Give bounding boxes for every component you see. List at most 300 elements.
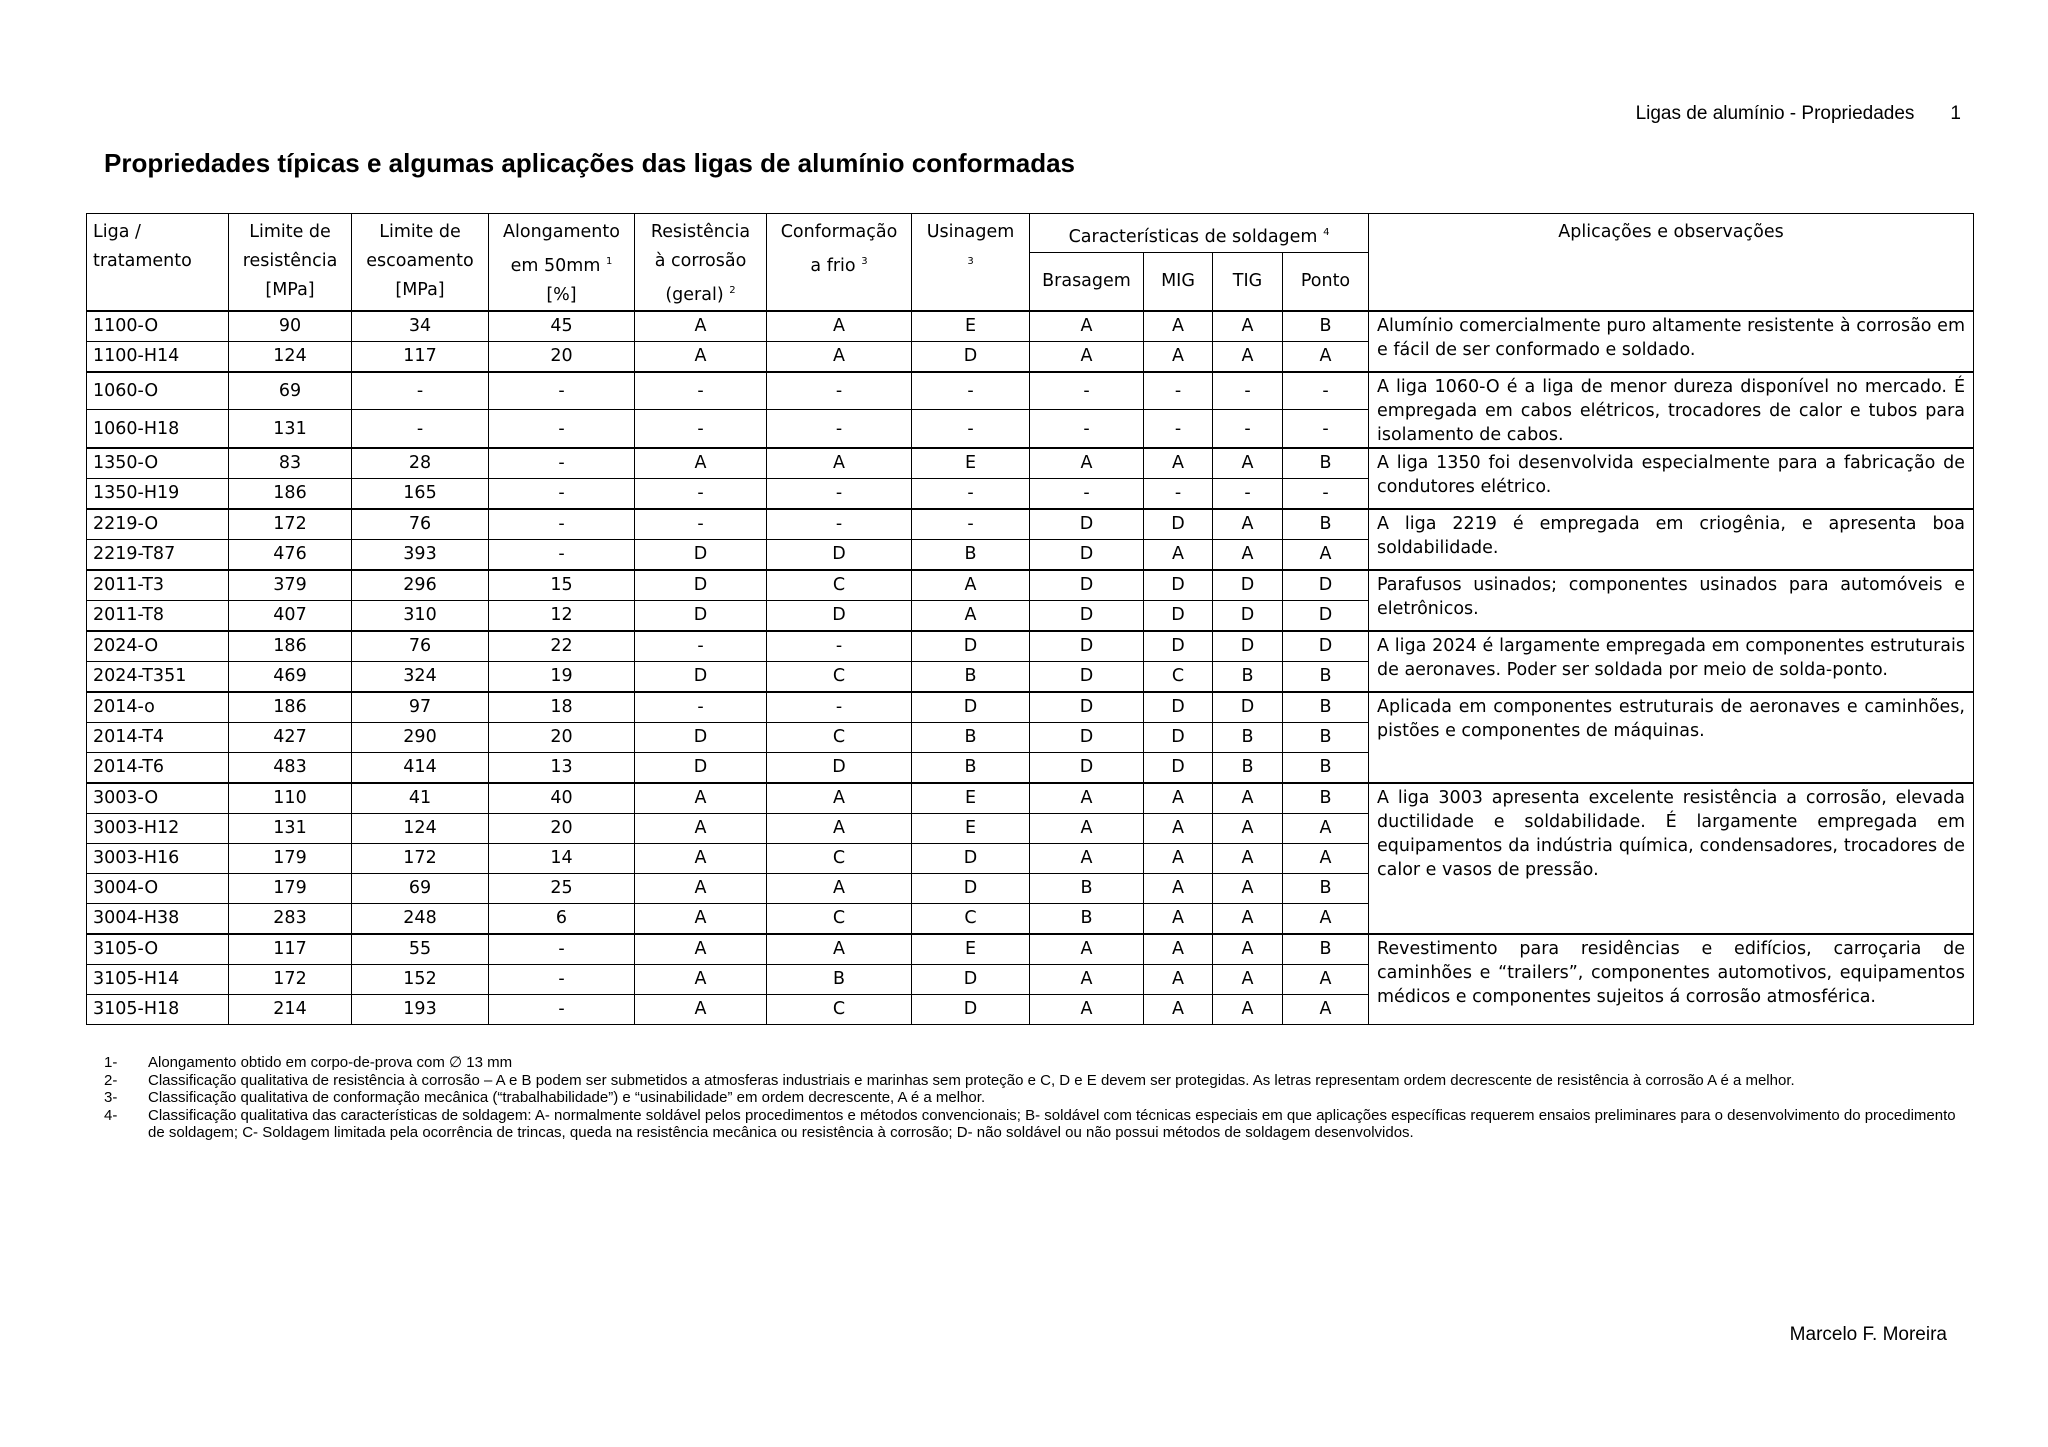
- cell-tig: A: [1213, 994, 1283, 1024]
- cell-liga: 3003-H16: [87, 843, 229, 873]
- cell-mig: A: [1144, 903, 1213, 934]
- cell-brasagem: A: [1030, 843, 1144, 873]
- cell-ponto: D: [1283, 600, 1369, 631]
- cell-limite-resistencia: 179: [229, 873, 352, 903]
- cell-conformacao: A: [767, 448, 912, 479]
- table-body: [87, 311, 1974, 1025]
- cell-alongamento: -: [489, 410, 635, 448]
- cell-resistencia: D: [635, 600, 767, 631]
- table-row: [87, 631, 1974, 662]
- cell-tig: -: [1213, 410, 1283, 448]
- cell-limite-resistencia: 69: [229, 372, 352, 410]
- cell-ponto: A: [1283, 539, 1369, 570]
- cell-alongamento: 40: [489, 783, 635, 814]
- cell-conformacao: A: [767, 783, 912, 814]
- cell-limite-resistencia: 476: [229, 539, 352, 570]
- cell-limite-resistencia: 179: [229, 843, 352, 873]
- cell-conformacao: C: [767, 722, 912, 752]
- cell-tig: A: [1213, 448, 1283, 479]
- cell-alongamento: -: [489, 448, 635, 479]
- cell-usinagem: B: [912, 539, 1030, 570]
- cell-tig: A: [1213, 813, 1283, 843]
- cell-resistencia: A: [635, 843, 767, 873]
- cell-brasagem: A: [1030, 311, 1144, 342]
- cell-limite-escoamento: 55: [352, 934, 489, 965]
- cell-conformacao: -: [767, 478, 912, 509]
- cell-limite-resistencia: 186: [229, 478, 352, 509]
- cell-brasagem: B: [1030, 873, 1144, 903]
- cell-brasagem: A: [1030, 964, 1144, 994]
- cell-resistencia: A: [635, 903, 767, 934]
- cell-alongamento: 6: [489, 903, 635, 934]
- cell-mig: A: [1144, 311, 1213, 342]
- cell-ponto: B: [1283, 934, 1369, 965]
- cell-alongamento: 22: [489, 631, 635, 662]
- table-row: [87, 311, 1974, 342]
- cell-conformacao: D: [767, 752, 912, 783]
- footnote: [104, 1107, 1964, 1142]
- cell-liga: 2014-o: [87, 692, 229, 723]
- cell-usinagem: D: [912, 631, 1030, 662]
- header-limite-escoamento: Limite de escoamento [MPa]: [352, 214, 489, 311]
- cell-conformacao: -: [767, 509, 912, 540]
- cell-ponto: B: [1283, 448, 1369, 479]
- cell-tig: A: [1213, 903, 1283, 934]
- cell-alongamento: 14: [489, 843, 635, 873]
- cell-limite-escoamento: 296: [352, 570, 489, 601]
- cell-conformacao: B: [767, 964, 912, 994]
- cell-aplicacoes: A liga 3003 apresenta excelente resistência a corrosão, elevada ductilidade e soldabilidade. É largamente empregada em equipamentos da indústria química, condensadores, trocadores de calor e vasos de pressão.: [1369, 783, 1974, 934]
- cell-limite-resistencia: 131: [229, 410, 352, 448]
- cell-limite-escoamento: 310: [352, 600, 489, 631]
- cell-resistencia: D: [635, 539, 767, 570]
- cell-ponto: B: [1283, 752, 1369, 783]
- cell-liga: 3003-O: [87, 783, 229, 814]
- cell-tig: B: [1213, 661, 1283, 692]
- cell-limite-escoamento: -: [352, 410, 489, 448]
- cell-usinagem: D: [912, 843, 1030, 873]
- cell-brasagem: -: [1030, 410, 1144, 448]
- cell-limite-escoamento: 165: [352, 478, 489, 509]
- cell-mig: D: [1144, 600, 1213, 631]
- cell-liga: 3105-O: [87, 934, 229, 965]
- cell-limite-resistencia: 172: [229, 964, 352, 994]
- cell-aplicacoes: A liga 1350 foi desenvolvida especialmente para a fabricação de condutores elétrico.: [1369, 448, 1974, 509]
- cell-tig: A: [1213, 509, 1283, 540]
- cell-limite-escoamento: -: [352, 372, 489, 410]
- cell-limite-resistencia: 124: [229, 341, 352, 372]
- cell-usinagem: E: [912, 813, 1030, 843]
- table-row: [87, 570, 1974, 601]
- cell-brasagem: A: [1030, 994, 1144, 1024]
- cell-liga: 1350-O: [87, 448, 229, 479]
- cell-liga: 3003-H12: [87, 813, 229, 843]
- cell-mig: D: [1144, 692, 1213, 723]
- cell-liga: 3004-O: [87, 873, 229, 903]
- cell-alongamento: -: [489, 964, 635, 994]
- cell-conformacao: A: [767, 341, 912, 372]
- cell-conformacao: C: [767, 661, 912, 692]
- cell-brasagem: D: [1030, 692, 1144, 723]
- footnote: [104, 1054, 1964, 1072]
- footnote-number: 1-: [104, 1054, 118, 1071]
- cell-conformacao: C: [767, 994, 912, 1024]
- cell-resistencia: A: [635, 341, 767, 372]
- cell-mig: -: [1144, 478, 1213, 509]
- cell-ponto: A: [1283, 813, 1369, 843]
- cell-limite-escoamento: 124: [352, 813, 489, 843]
- cell-resistencia: D: [635, 752, 767, 783]
- cell-mig: A: [1144, 448, 1213, 479]
- cell-ponto: B: [1283, 661, 1369, 692]
- cell-usinagem: -: [912, 410, 1030, 448]
- cell-mig: D: [1144, 631, 1213, 662]
- header-conformacao: Conformação a frio $^3$: [767, 214, 912, 311]
- cell-ponto: -: [1283, 410, 1369, 448]
- table-row: [87, 372, 1974, 410]
- cell-limite-resistencia: 214: [229, 994, 352, 1024]
- cell-resistencia: A: [635, 448, 767, 479]
- alloy-properties-table: [86, 213, 1974, 1025]
- cell-brasagem: -: [1030, 478, 1144, 509]
- cell-liga: 2219-T87: [87, 539, 229, 570]
- cell-brasagem: D: [1030, 539, 1144, 570]
- header-mig: MIG: [1144, 253, 1213, 311]
- cell-liga: 1100-H14: [87, 341, 229, 372]
- cell-resistencia: -: [635, 372, 767, 410]
- cell-liga: 2014-T4: [87, 722, 229, 752]
- cell-brasagem: A: [1030, 813, 1144, 843]
- cell-brasagem: B: [1030, 903, 1144, 934]
- cell-resistencia: D: [635, 570, 767, 601]
- cell-usinagem: B: [912, 752, 1030, 783]
- footnote-number: 4-: [104, 1106, 118, 1124]
- cell-resistencia: -: [635, 478, 767, 509]
- cell-tig: B: [1213, 752, 1283, 783]
- cell-resistencia: D: [635, 722, 767, 752]
- cell-tig: A: [1213, 783, 1283, 814]
- cell-conformacao: C: [767, 843, 912, 873]
- cell-alongamento: -: [489, 934, 635, 965]
- cell-ponto: A: [1283, 341, 1369, 372]
- cell-tig: D: [1213, 570, 1283, 601]
- cell-ponto: B: [1283, 783, 1369, 814]
- cell-alongamento: 45: [489, 311, 635, 342]
- cell-tig: A: [1213, 539, 1283, 570]
- cell-tig: A: [1213, 311, 1283, 342]
- cell-conformacao: -: [767, 692, 912, 723]
- cell-limite-escoamento: 97: [352, 692, 489, 723]
- cell-liga: 1350-H19: [87, 478, 229, 509]
- cell-mig: A: [1144, 341, 1213, 372]
- cell-conformacao: D: [767, 539, 912, 570]
- cell-limite-resistencia: 172: [229, 509, 352, 540]
- cell-usinagem: D: [912, 994, 1030, 1024]
- cell-conformacao: C: [767, 903, 912, 934]
- cell-aplicacoes: A liga 1060-O é a liga de menor dureza disponível no mercado. É empregada em cabos elétricos, trocadores de calor e tubos para isolamento de cabos.: [1369, 372, 1974, 448]
- cell-brasagem: D: [1030, 570, 1144, 601]
- cell-mig: A: [1144, 539, 1213, 570]
- table-row: [87, 934, 1974, 965]
- cell-conformacao: A: [767, 813, 912, 843]
- footnote: [104, 1089, 1964, 1107]
- cell-limite-resistencia: 283: [229, 903, 352, 934]
- running-header-title: Ligas de alumínio - Propriedades: [1635, 103, 1915, 124]
- cell-liga: 2011-T3: [87, 570, 229, 601]
- cell-brasagem: A: [1030, 934, 1144, 965]
- cell-ponto: A: [1283, 994, 1369, 1024]
- cell-liga: 2219-O: [87, 509, 229, 540]
- cell-resistencia: -: [635, 509, 767, 540]
- footnote-text: Classificação qualitativa de conformação mecânica (“trabalhabilidade”) e “usinabilidade” em ordem decrescente, A é a melhor.: [148, 1089, 986, 1106]
- cell-limite-resistencia: 131: [229, 813, 352, 843]
- cell-usinagem: A: [912, 600, 1030, 631]
- cell-alongamento: 20: [489, 341, 635, 372]
- cell-usinagem: E: [912, 934, 1030, 965]
- cell-limite-resistencia: 483: [229, 752, 352, 783]
- table-row: [87, 692, 1974, 723]
- cell-brasagem: D: [1030, 600, 1144, 631]
- cell-alongamento: 18: [489, 692, 635, 723]
- cell-usinagem: E: [912, 783, 1030, 814]
- cell-mig: C: [1144, 661, 1213, 692]
- cell-limite-escoamento: 324: [352, 661, 489, 692]
- cell-usinagem: D: [912, 873, 1030, 903]
- cell-brasagem: D: [1030, 752, 1144, 783]
- table-row: [87, 783, 1974, 814]
- cell-resistencia: A: [635, 994, 767, 1024]
- cell-mig: D: [1144, 752, 1213, 783]
- cell-limite-resistencia: 110: [229, 783, 352, 814]
- cell-resistencia: A: [635, 813, 767, 843]
- page-number: 1: [1950, 103, 1961, 124]
- cell-limite-resistencia: 427: [229, 722, 352, 752]
- cell-usinagem: E: [912, 311, 1030, 342]
- cell-alongamento: -: [489, 372, 635, 410]
- running-header: [1636, 103, 1961, 125]
- cell-usinagem: -: [912, 509, 1030, 540]
- cell-conformacao: A: [767, 934, 912, 965]
- cell-mig: A: [1144, 994, 1213, 1024]
- header-resistencia-corrosao: Resistência à corrosão (geral) $^2$: [635, 214, 767, 311]
- cell-resistencia: A: [635, 964, 767, 994]
- cell-mig: A: [1144, 843, 1213, 873]
- cell-ponto: A: [1283, 903, 1369, 934]
- cell-resistencia: -: [635, 692, 767, 723]
- cell-alongamento: -: [489, 994, 635, 1024]
- cell-brasagem: D: [1030, 631, 1144, 662]
- author-footer: Marcelo F. Moreira: [1789, 1324, 1947, 1345]
- cell-mig: A: [1144, 964, 1213, 994]
- cell-mig: D: [1144, 722, 1213, 752]
- cell-resistencia: A: [635, 783, 767, 814]
- cell-conformacao: -: [767, 372, 912, 410]
- cell-mig: D: [1144, 570, 1213, 601]
- cell-liga: 1100-O: [87, 311, 229, 342]
- page-title: Propriedades típicas e algumas aplicações das ligas de alumínio conformadas: [104, 148, 1076, 178]
- cell-tig: -: [1213, 478, 1283, 509]
- header-alongamento: Alongamento em 50mm $^1$ [%]: [489, 214, 635, 311]
- header-aplicacoes: Aplicações e observações: [1369, 214, 1974, 311]
- cell-usinagem: D: [912, 964, 1030, 994]
- cell-liga: 2011-T8: [87, 600, 229, 631]
- cell-alongamento: 20: [489, 722, 635, 752]
- header-usinagem: Usinagem $^3$: [912, 214, 1030, 311]
- cell-mig: A: [1144, 813, 1213, 843]
- cell-usinagem: D: [912, 692, 1030, 723]
- cell-usinagem: C: [912, 903, 1030, 934]
- header-brasagem: Brasagem: [1030, 253, 1144, 311]
- cell-usinagem: -: [912, 372, 1030, 410]
- cell-limite-escoamento: 152: [352, 964, 489, 994]
- cell-alongamento: 19: [489, 661, 635, 692]
- cell-limite-escoamento: 193: [352, 994, 489, 1024]
- cell-tig: A: [1213, 341, 1283, 372]
- cell-aplicacoes: A liga 2024 é largamente empregada em componentes estruturais de aeronaves. Poder ser soldada por meio de solda-ponto.: [1369, 631, 1974, 692]
- cell-usinagem: D: [912, 341, 1030, 372]
- cell-liga: 1060-H18: [87, 410, 229, 448]
- cell-brasagem: D: [1030, 661, 1144, 692]
- cell-liga: 2024-O: [87, 631, 229, 662]
- cell-brasagem: D: [1030, 509, 1144, 540]
- cell-resistencia: A: [635, 311, 767, 342]
- cell-ponto: A: [1283, 843, 1369, 873]
- cell-brasagem: A: [1030, 783, 1144, 814]
- cell-mig: A: [1144, 783, 1213, 814]
- cell-liga: 3105-H18: [87, 994, 229, 1024]
- cell-tig: A: [1213, 873, 1283, 903]
- cell-brasagem: -: [1030, 372, 1144, 410]
- cell-tig: B: [1213, 722, 1283, 752]
- cell-conformacao: D: [767, 600, 912, 631]
- cell-limite-escoamento: 393: [352, 539, 489, 570]
- cell-conformacao: A: [767, 311, 912, 342]
- cell-conformacao: C: [767, 570, 912, 601]
- cell-ponto: -: [1283, 478, 1369, 509]
- cell-limite-escoamento: 414: [352, 752, 489, 783]
- cell-mig: -: [1144, 410, 1213, 448]
- cell-usinagem: B: [912, 722, 1030, 752]
- cell-ponto: D: [1283, 631, 1369, 662]
- cell-usinagem: A: [912, 570, 1030, 601]
- cell-conformacao: A: [767, 873, 912, 903]
- cell-resistencia: D: [635, 661, 767, 692]
- cell-limite-resistencia: 90: [229, 311, 352, 342]
- cell-tig: D: [1213, 600, 1283, 631]
- cell-brasagem: A: [1030, 448, 1144, 479]
- cell-resistencia: A: [635, 873, 767, 903]
- cell-liga: 3004-H38: [87, 903, 229, 934]
- cell-limite-escoamento: 69: [352, 873, 489, 903]
- table-row: [87, 509, 1974, 540]
- footnote-text: Classificação qualitativa de resistência à corrosão – A e B podem ser submetidos a atmosferas industriais e marinhas sem proteção e C, D e E devem ser protegidas. As letras representam ordem decrescente de resistência à corrosão A é a melhor.: [148, 1071, 1795, 1089]
- cell-liga: 2014-T6: [87, 752, 229, 783]
- footnote-text: Classificação qualitativa das características de soldagem: A- normalmente soldável pelos procedimentos e métodos convencionais; B- soldável com técnicas especiais em que aplicações específicas requerem ensaios preliminares para o desenvolvimento do procedimento de soldagem; C- Soldagem limitada pela ocorrência de trincas, queda na resistência mecânica ou resistência à corrosão; D- não soldável ou não possui métodos de soldagem desenvolvidos.: [148, 1106, 1956, 1141]
- cell-alongamento: 13: [489, 752, 635, 783]
- cell-limite-escoamento: 76: [352, 509, 489, 540]
- cell-mig: D: [1144, 509, 1213, 540]
- cell-limite-escoamento: 34: [352, 311, 489, 342]
- cell-alongamento: -: [489, 478, 635, 509]
- cell-limite-escoamento: 41: [352, 783, 489, 814]
- cell-limite-resistencia: 379: [229, 570, 352, 601]
- cell-alongamento: 20: [489, 813, 635, 843]
- cell-conformacao: -: [767, 631, 912, 662]
- footnotes: [104, 1054, 1964, 1142]
- cell-resistencia: A: [635, 934, 767, 965]
- cell-alongamento: 12: [489, 600, 635, 631]
- cell-tig: A: [1213, 964, 1283, 994]
- cell-ponto: B: [1283, 722, 1369, 752]
- cell-limite-resistencia: 469: [229, 661, 352, 692]
- cell-aplicacoes: Revestimento para residências e edifícios, carroçaria de caminhões e “trailers”, componentes automotivos, equipamentos médicos e componentes sujeitos á corrosão atmosférica.: [1369, 934, 1974, 1025]
- cell-ponto: D: [1283, 570, 1369, 601]
- cell-aplicacoes: Parafusos usinados; componentes usinados para automóveis e eletrônicos.: [1369, 570, 1974, 631]
- cell-alongamento: 15: [489, 570, 635, 601]
- cell-resistencia: -: [635, 410, 767, 448]
- cell-tig: D: [1213, 692, 1283, 723]
- footnote-text: Alongamento obtido em corpo-de-prova com ∅ 13 mm: [148, 1054, 513, 1071]
- cell-tig: D: [1213, 631, 1283, 662]
- cell-usinagem: B: [912, 661, 1030, 692]
- cell-ponto: B: [1283, 509, 1369, 540]
- cell-limite-escoamento: 28: [352, 448, 489, 479]
- cell-mig: -: [1144, 372, 1213, 410]
- footnote: [104, 1072, 1964, 1090]
- cell-alongamento: -: [489, 539, 635, 570]
- cell-limite-escoamento: 172: [352, 843, 489, 873]
- footnote-number: 2-: [104, 1071, 118, 1089]
- header-tig: TIG: [1213, 253, 1283, 311]
- cell-usinagem: E: [912, 448, 1030, 479]
- cell-ponto: B: [1283, 311, 1369, 342]
- header-ponto: Ponto: [1283, 253, 1369, 311]
- cell-liga: 1060-O: [87, 372, 229, 410]
- cell-limite-resistencia: 407: [229, 600, 352, 631]
- cell-mig: A: [1144, 873, 1213, 903]
- cell-ponto: B: [1283, 873, 1369, 903]
- cell-limite-escoamento: 290: [352, 722, 489, 752]
- cell-limite-escoamento: 248: [352, 903, 489, 934]
- cell-mig: A: [1144, 934, 1213, 965]
- cell-limite-resistencia: 117: [229, 934, 352, 965]
- cell-limite-resistencia: 186: [229, 692, 352, 723]
- cell-limite-escoamento: 117: [352, 341, 489, 372]
- cell-alongamento: -: [489, 509, 635, 540]
- cell-limite-resistencia: 83: [229, 448, 352, 479]
- cell-liga: 3105-H14: [87, 964, 229, 994]
- cell-brasagem: D: [1030, 722, 1144, 752]
- cell-brasagem: A: [1030, 341, 1144, 372]
- cell-aplicacoes: Alumínio comercialmente puro altamente resistente à corrosão em e fácil de ser conformado e soldado.: [1369, 311, 1974, 372]
- cell-ponto: -: [1283, 372, 1369, 410]
- table-row: [87, 448, 1974, 479]
- cell-resistencia: -: [635, 631, 767, 662]
- cell-tig: A: [1213, 843, 1283, 873]
- cell-tig: A: [1213, 934, 1283, 965]
- cell-conformacao: -: [767, 410, 912, 448]
- cell-tig: -: [1213, 372, 1283, 410]
- cell-limite-resistencia: 186: [229, 631, 352, 662]
- cell-alongamento: 25: [489, 873, 635, 903]
- cell-usinagem: -: [912, 478, 1030, 509]
- footnote-number: 3-: [104, 1089, 118, 1106]
- header-soldagem: Características de soldagem $^4$: [1030, 214, 1369, 253]
- cell-liga: 2024-T351: [87, 661, 229, 692]
- cell-ponto: A: [1283, 964, 1369, 994]
- header-limite-resistencia: Limite de resistência [MPa]: [229, 214, 352, 311]
- cell-limite-escoamento: 76: [352, 631, 489, 662]
